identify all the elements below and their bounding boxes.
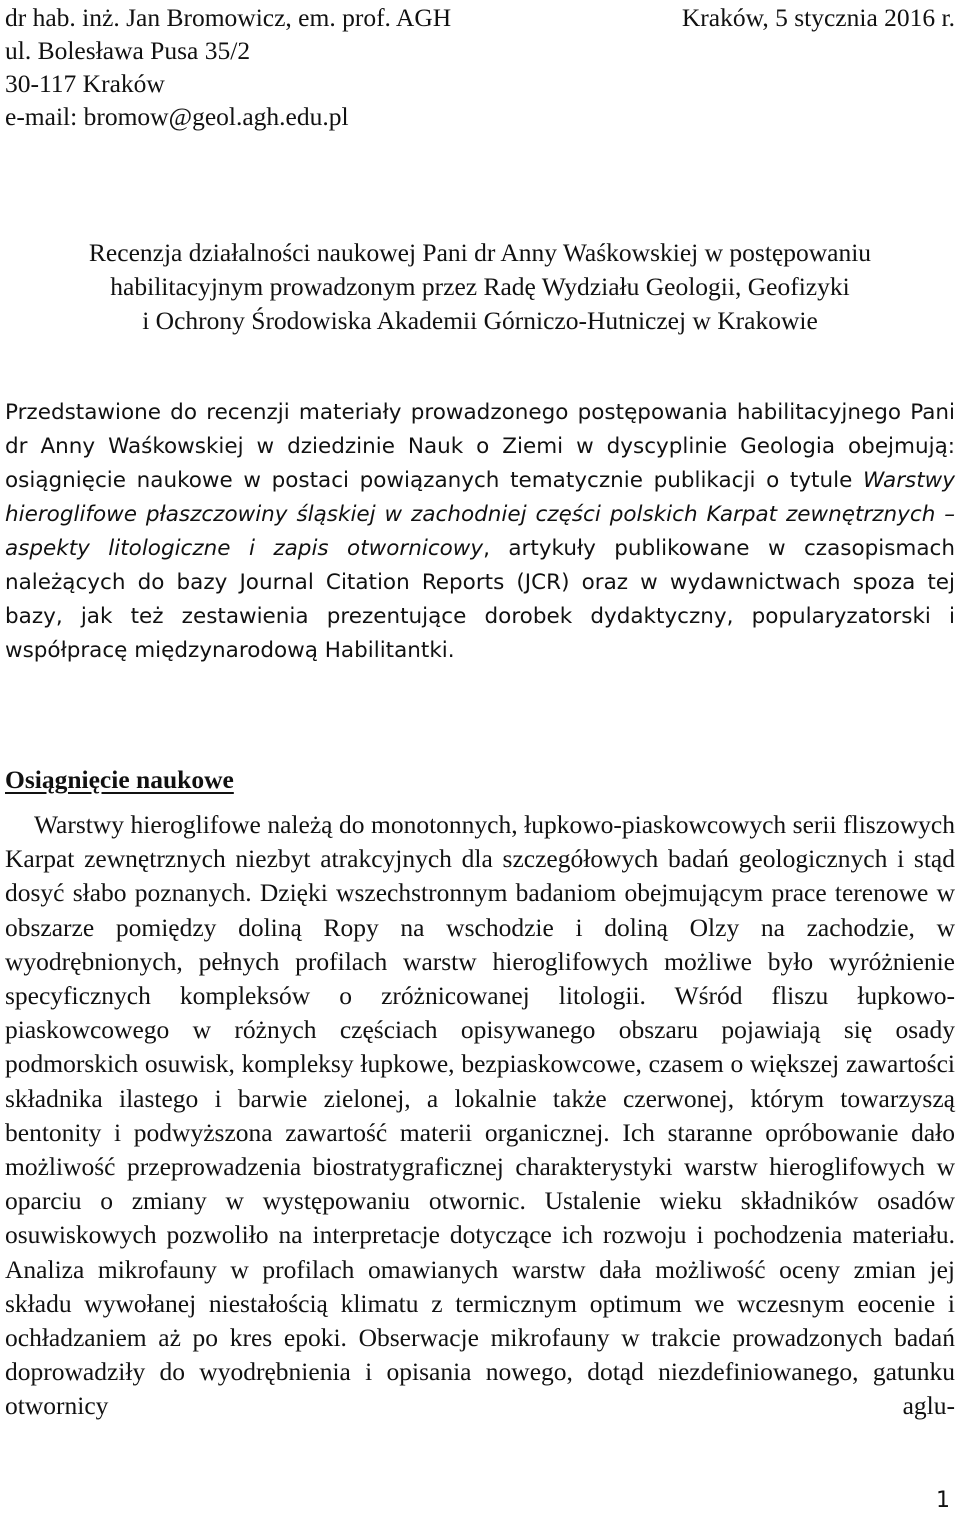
intro-paragraph	[5, 396, 955, 668]
sender-street: ul. Bolesława Pusa 35/2	[5, 36, 251, 65]
section-body-paragraph: Warstwy hieroglifowe należą do monotonnych, łupkowo-piaskowcowych serii fliszowych Karpat zewnętrznych niezbyt atrakcyjnych dla szczegółowych badań geologicznych i stąd dosyć słabo poznanych. Dzięki wszechstronnym badaniom obejmującym prace terenowe w obszarze pomiędzy doliną Ropy na wschodzie i doliną Olzy na zachodzie, w wyodrębnionych, pełnych profilach warstw hieroglifowych możliwe było wyróżnienie specyficznych kompleksów o zróżnicowanej litologii. Wśród fliszu łupkowo-piaskowcowego w różnych częściach opisywanego obszaru pojawiają się osady podmorskich osuwisk, kompleksy łupkowe, bezpiaskowcowe, czasem o większej zawartości składnika ilastego i barwie zielonej, a lokalnie także czerwonej, którym towarzyszą bentonity i podwyższona zawartość materii organicznej. Ich staranne opróbowanie dało możliwość przeprowadzenia biostratygraficznej charakterystyki warstw hieroglifowych w oparciu o zmiany w występowaniu otwornic. Ustalenie wieku składników osadów osuwiskowych pozwoliło na interpretacje dotyczące ich rozwoju i pochodzenia materiału. Analiza mikrofauny w profilach omawianych warstw dała możliwość oceny zmian jej składu wywołanej niestałością klimatu z termicznym optimum we wczesnym eocenie i ochładzaniem aż po kres epoki. Obserwacje mikrofauny w trakcie prowadzonych badań doprowadziły do wyodrębnienia i opisania nowego, dotąd niezdefiniowanego, gatunku otwornicy aglu-	[5, 810, 955, 1421]
sender-email: e-mail: bromow@geol.agh.edu.pl	[5, 102, 349, 131]
intro-text-part2: , artykuły publikowane w czasopismach należących do bazy Journal Citation Reports (JCR) oraz w wydawnictwach spoza tej bazy, jak też zestawienia prezentujące dorobek dydaktyczny, popularyzatorski i współpracę międzynarodową Habilitantki.	[5, 536, 955, 663]
page-number: 1	[936, 1488, 950, 1513]
intro-text-part1: Przedstawione do recenzji materiały prowadzonego postępowania habilitacyjnego Pani dr Anny Waśkowskiej w dziedzinie Nauk o Ziemi w dyscyplinie Geologia obejmują: osiągnięcie naukowe w postaci powiązanych tematycznie publikacji o tytule	[5, 400, 955, 493]
sender-block	[5, 1, 451, 133]
sender-name: dr hab. inż. Jan Bromowicz, em. prof. AGH	[5, 3, 452, 32]
title-line-2: habilitacyjnym prowadzonym przez Radę Wydziału Geologii, Geofizyki	[110, 272, 850, 301]
section-heading: Osiągnięcie naukowe	[5, 765, 234, 794]
document-page	[5, 0, 955, 1525]
review-title	[5, 236, 955, 338]
title-line-3: i Ochrony Środowiska Akademii Górniczo-Hutniczej w Krakowie	[142, 306, 818, 335]
letter-date: Kraków, 5 stycznia 2016 r.	[681, 3, 955, 32]
intro-italic-title: Warstwy hieroglifowe płaszczowiny śląskiej w zachodniej części polskich Karpat zewnętrznych – aspekty litologiczne i zapis otwornicowy	[5, 468, 955, 561]
title-line-1: Recenzja działalności naukowej Pani dr Anny Waśkowskiej w postępowaniu	[88, 238, 872, 267]
sender-city: 30-117 Kraków	[5, 69, 165, 98]
